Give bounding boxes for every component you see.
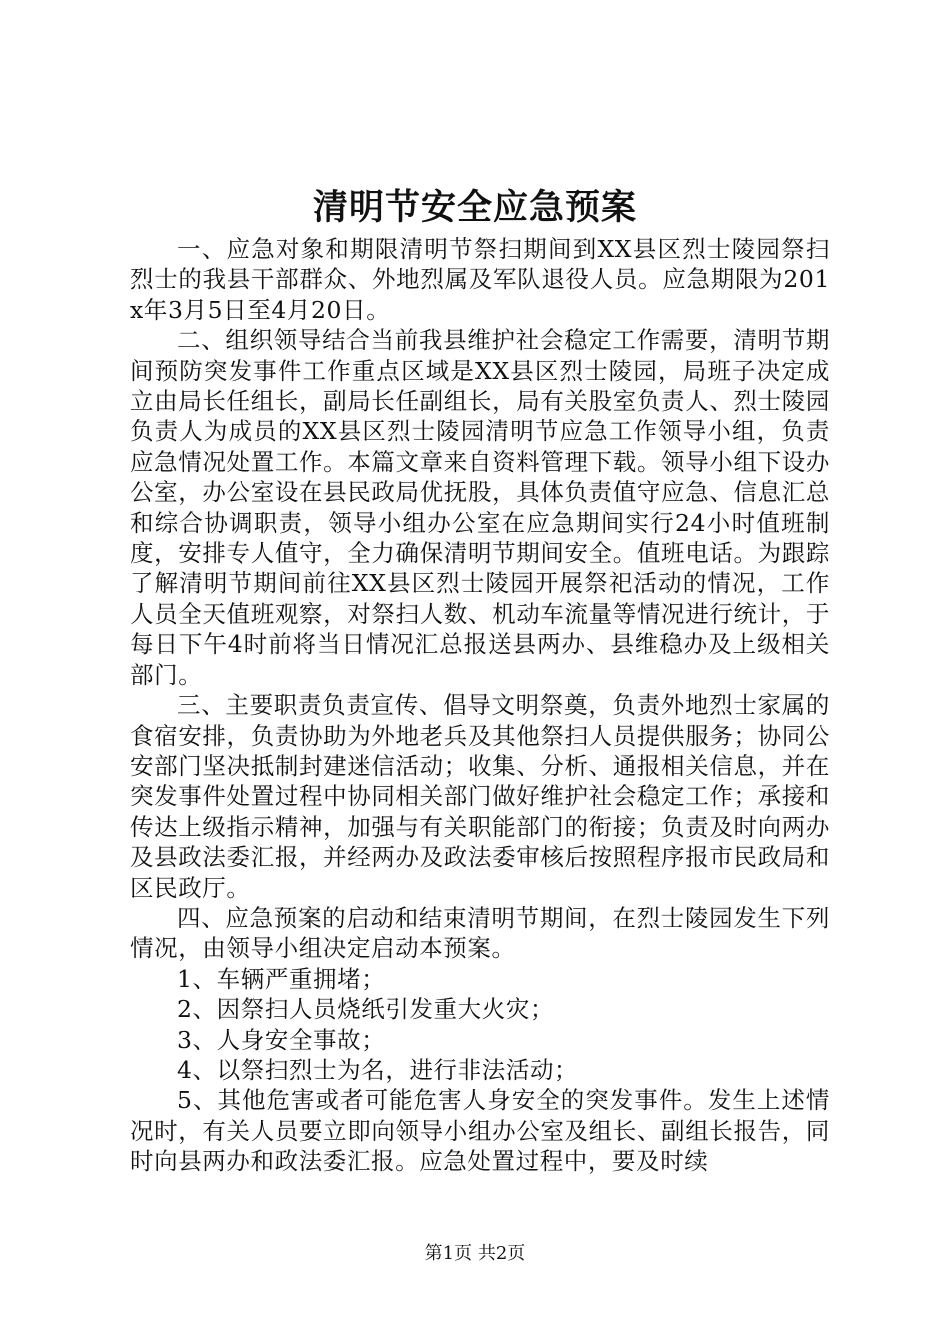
list-item: 4、以祭扫烈士为名，进行非法活动； [177, 1055, 579, 1084]
paragraph-responsibilities: 三、主要职责负责宣传、倡导文明祭奠，负责外地烈士家属的食宿安排，负责协助为外地老兵及其他祭扫人员提供服务；协同公安部门坚决抵制封建迷信活动；收集、分析、通报相关信息，并在突发事件处置过程中协同相关部门做好维护社会稳定工作；承接和传达上级指示精神，加强与有关职能部门的衔接；负责及时向两办及县政法委汇报，并经两办及政法委审核后按照程序报市民政局和区民政厅。 [130, 691, 830, 902]
paragraph-organization: 二、组织领导结合当前我县维护社会稳定工作需要，清明节期间预防突发事件工作重点区域是XX县区烈士陵园，局班子决定成立由局长任组长，副局长任副组长，局有关股室负责人、烈士陵园负责人为成员的XX县区烈士陵园清明节应急工作领导小组，负责应急情况处置工作。本篇文章来自资料管理下载。领导小组下设办公室，办公室设在县民政局优抚股，具体负责值守应急、信息汇总和综合协调职责，领导小组办公室在应急期间实行24小时值班制度，安排专人值守，全力确保清明节期间安全。值班电话。为跟踪了解清明节期间前往XX县区烈士陵园开展祭祀活动的情况，工作人员全天值班观察，对祭扫人数、机动车流量等情况进行统计，于每日下午4时前将当日情况汇总报送县两办、县维稳办及上级相关部门。 [130, 326, 830, 689]
paragraph-activation: 四、应急预案的启动和结束清明节期间，在烈士陵园发生下列情况，由领导小组决定启动本预案。 [130, 903, 830, 963]
document-title: 清明节安全应急预案 [312, 187, 637, 228]
document-body [130, 234, 830, 1177]
paragraph-emergency-scope: 一、应急对象和期限清明节祭扫期间到XX县区烈士陵园祭扫烈士的我县干部群众、外地烈属及军队退役人员。应急期限为201x年3月5日至4月20日。 [130, 235, 830, 324]
page-number: 第1页 共2页 [424, 1243, 526, 1264]
list-item: 2、因祭扫人员烧纸引发重大火灾； [177, 995, 555, 1024]
list-item: 5、其他危害或者可能危害人身安全的突发事件。发生上述情况时，有关人员要立即向领导小组办公室及组长、副组长报告，同时向县两办和政法委汇报。应急处置过程中，要及时续 [130, 1086, 830, 1176]
list-item: 3、人身安全事故； [177, 1025, 386, 1054]
list-item: 1、车辆严重拥堵； [177, 964, 386, 993]
